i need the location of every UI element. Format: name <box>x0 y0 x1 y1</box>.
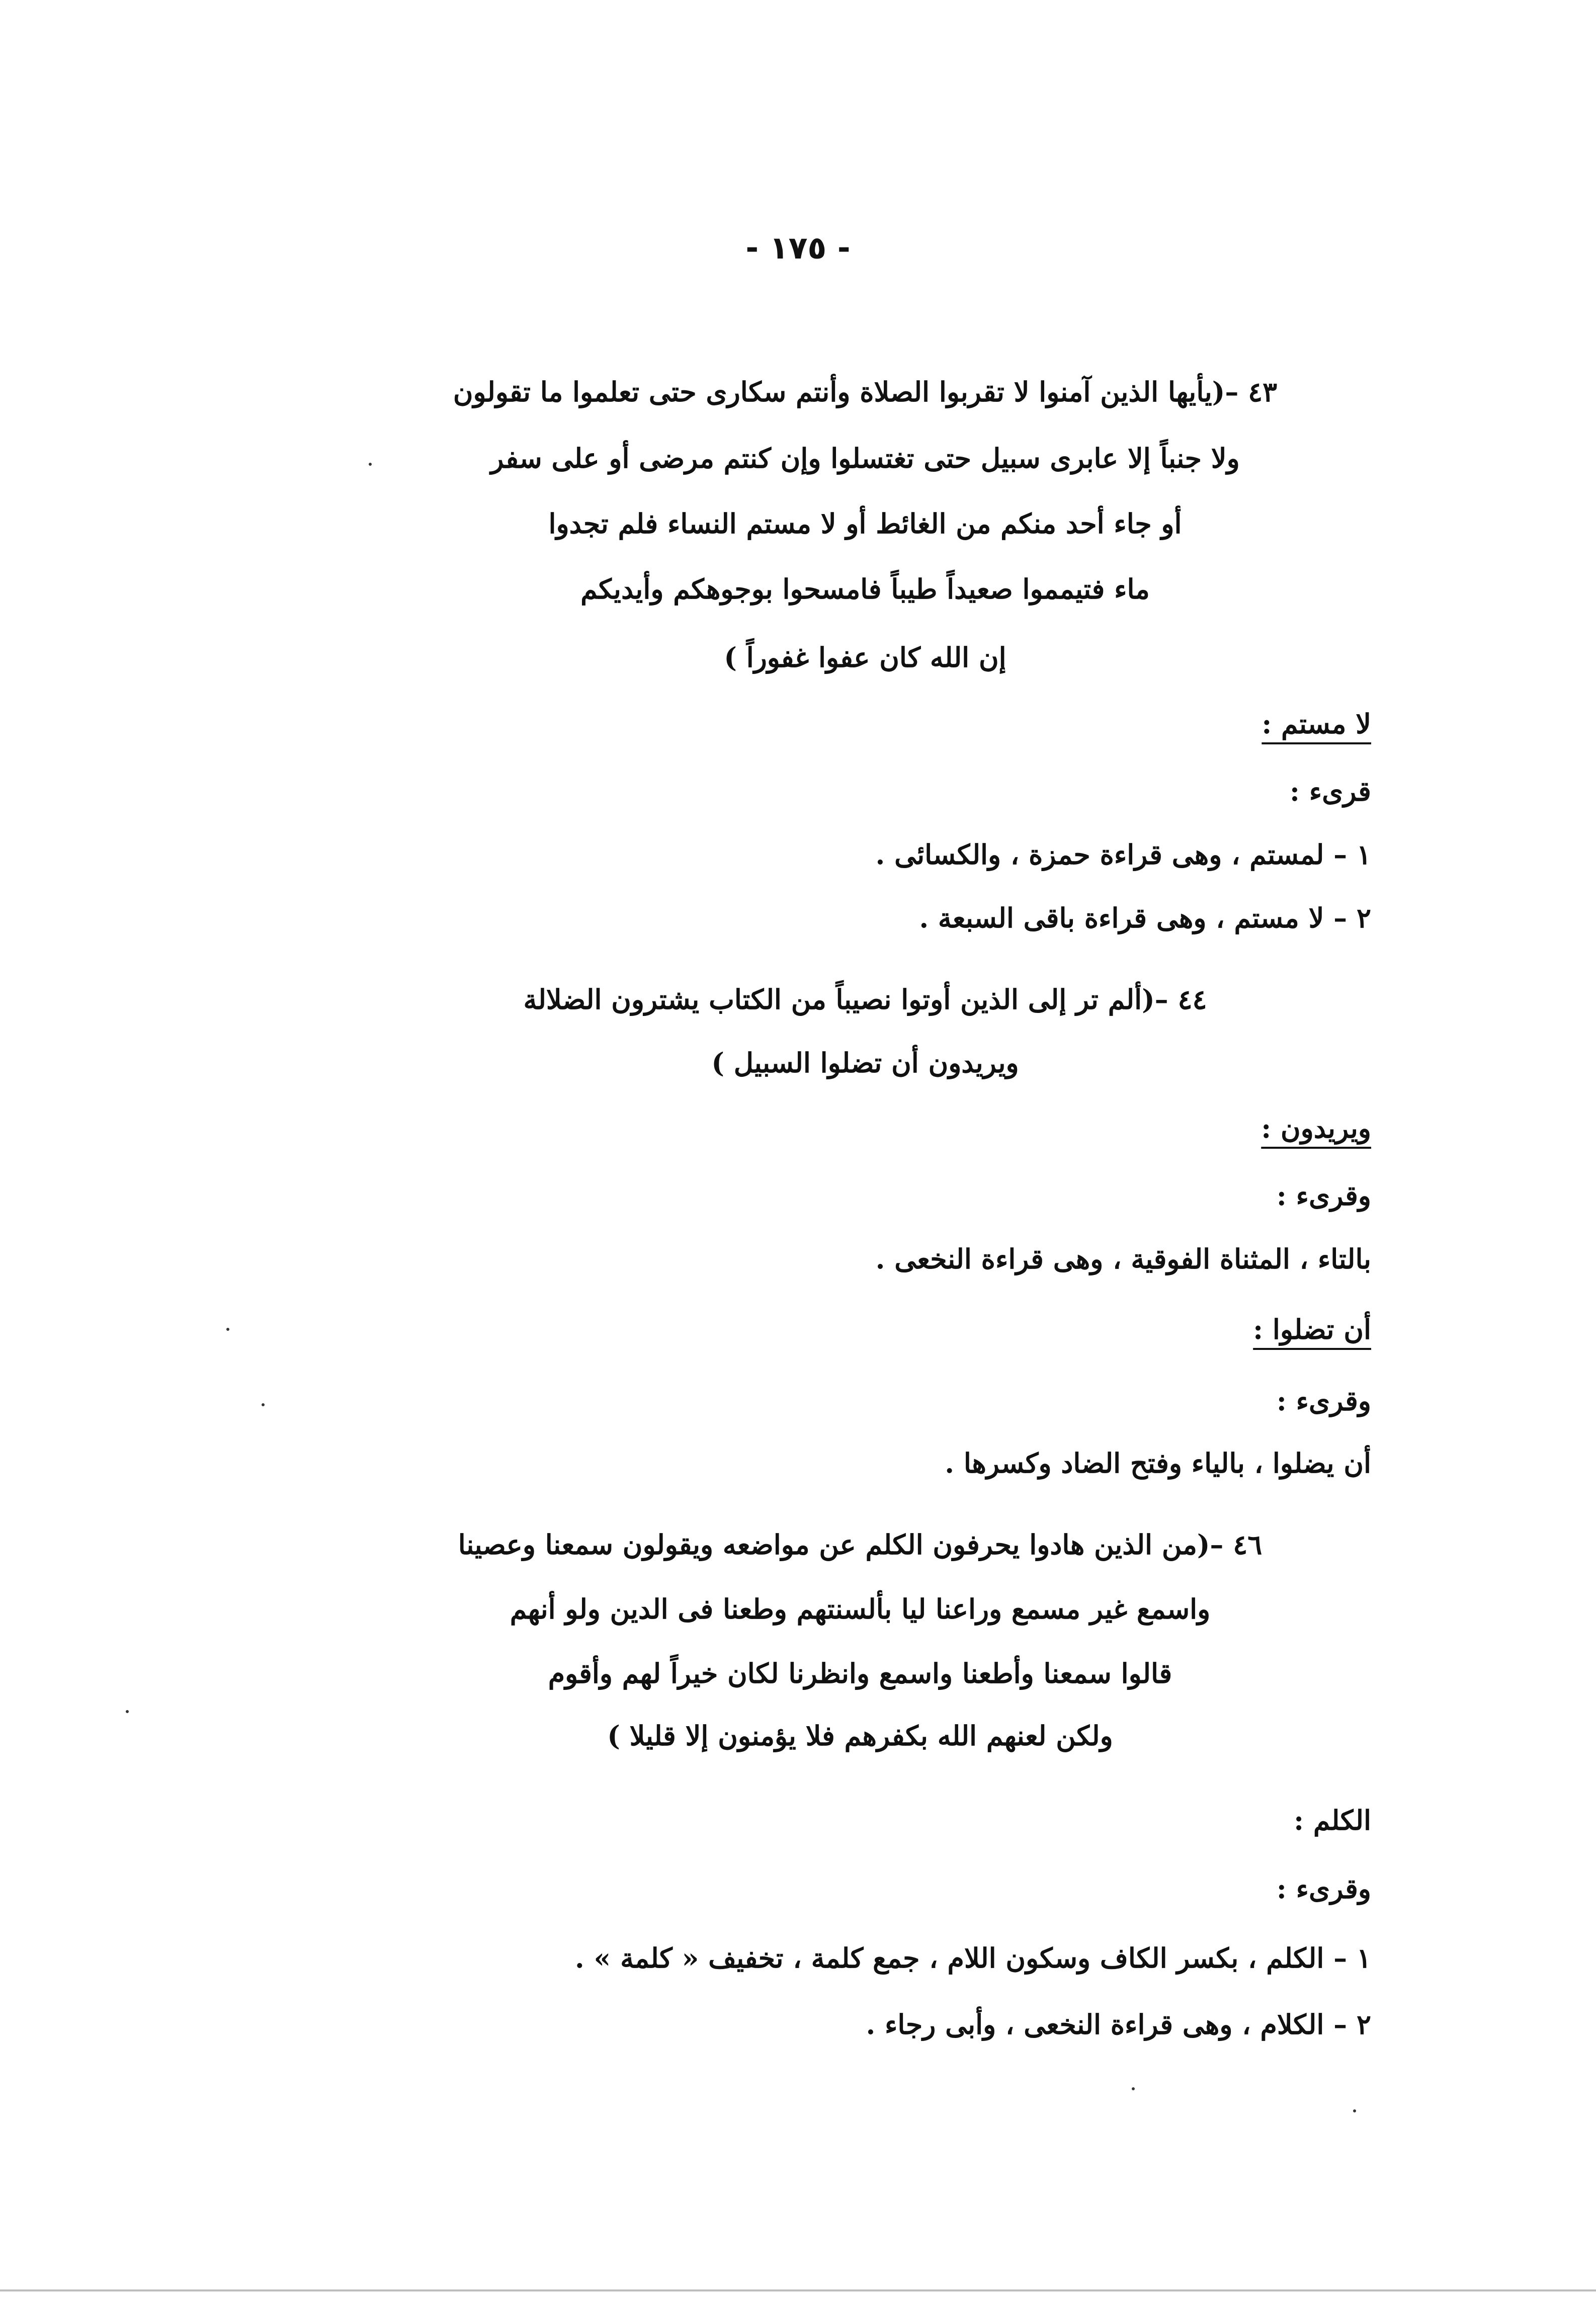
reading-item: ١ – لمستم ، وهى قراءة حمزة ، والكسائى . <box>875 838 1371 871</box>
verse-line: ٤٤ –(ألم تر إلى الذين أوتوا نصيباً من الكتاب يشترون الضلالة <box>523 983 1207 1015</box>
qurii-label: وقرىء : <box>1276 1873 1371 1905</box>
verse-line: ولا جنباً إلا عابرى سبيل حتى تغتسلوا وإن كنتم مرضى أو على سفر <box>490 442 1240 474</box>
scan-speck <box>226 1328 229 1331</box>
scan-speck <box>262 1403 265 1406</box>
reading-text: أن يضلوا ، بالياء وفتح الضاد وكسرها . <box>945 1447 1371 1479</box>
section-heading: أن تضلوا : <box>1253 1313 1371 1345</box>
section-heading: لا مستم : <box>1262 708 1371 740</box>
verse-line: ماء فتيمموا صعيداً طيباً فامسحوا بوجوهكم وأيديكم <box>580 573 1150 605</box>
verse-line: ٤٦ –(من الذين هادوا يحرفون الكلم عن مواضعه ويقولون سمعنا وعصينا <box>458 1528 1263 1561</box>
section-heading: ويريدون : <box>1261 1112 1371 1144</box>
verse-line: قالوا سمعنا وأطعنا واسمع وانظرنا لكان خيراً لهم وأقوم <box>548 1657 1172 1689</box>
page-number: - ١٧٥ - <box>745 229 851 266</box>
verse-line: ٤٣ –(يأيها الذين آمنوا لا تقربوا الصلاة وأنتم سكارى حتى تعلموا ما تقولون <box>453 376 1278 408</box>
verse-line: أو جاء أحد منكم من الغائط أو لا مستم النساء فلم تجدوا <box>548 507 1182 540</box>
section-heading: الكلم : <box>1294 1804 1371 1836</box>
verse-line: إن الله كان عفوا غفوراً ) <box>724 641 1006 673</box>
qurii-label: وقرىء : <box>1276 1179 1371 1212</box>
page-bottom-edge <box>0 2289 1596 2291</box>
verse-line: ولكن لعنهم الله بكفرهم فلا يؤمنون إلا قليلا ) <box>607 1720 1113 1752</box>
scan-speck <box>369 463 372 466</box>
verse-line: واسمع غير مسمع وراعنا ليا بألسنتهم وطعنا فى الدين ولو أنهم <box>510 1593 1211 1625</box>
reading-text: بالتاء ، المثناة الفوقية ، وهى قراءة النخعى . <box>875 1243 1371 1275</box>
scan-speck <box>1353 2109 1356 2112</box>
reading-item: ٢ – الكلام ، وهى قراءة النخعى ، وأبى رجاء . <box>866 2008 1371 2040</box>
reading-item: ٢ – لا مستم ، وهى قراءة باقى السبعة . <box>919 902 1371 934</box>
scan-speck <box>126 1710 129 1713</box>
scan-speck <box>1132 2087 1135 2090</box>
qurii-label: وقرىء : <box>1276 1385 1371 1417</box>
verse-line: ويريدون أن تضلوا السبيل ) <box>711 1047 1019 1079</box>
reading-item: ١ – الكلم ، بكسر الكاف وسكون اللام ، جمع كلمة ، تخفيف « كلمة » . <box>574 1942 1371 1974</box>
qurii-label: قرىء : <box>1290 775 1371 807</box>
